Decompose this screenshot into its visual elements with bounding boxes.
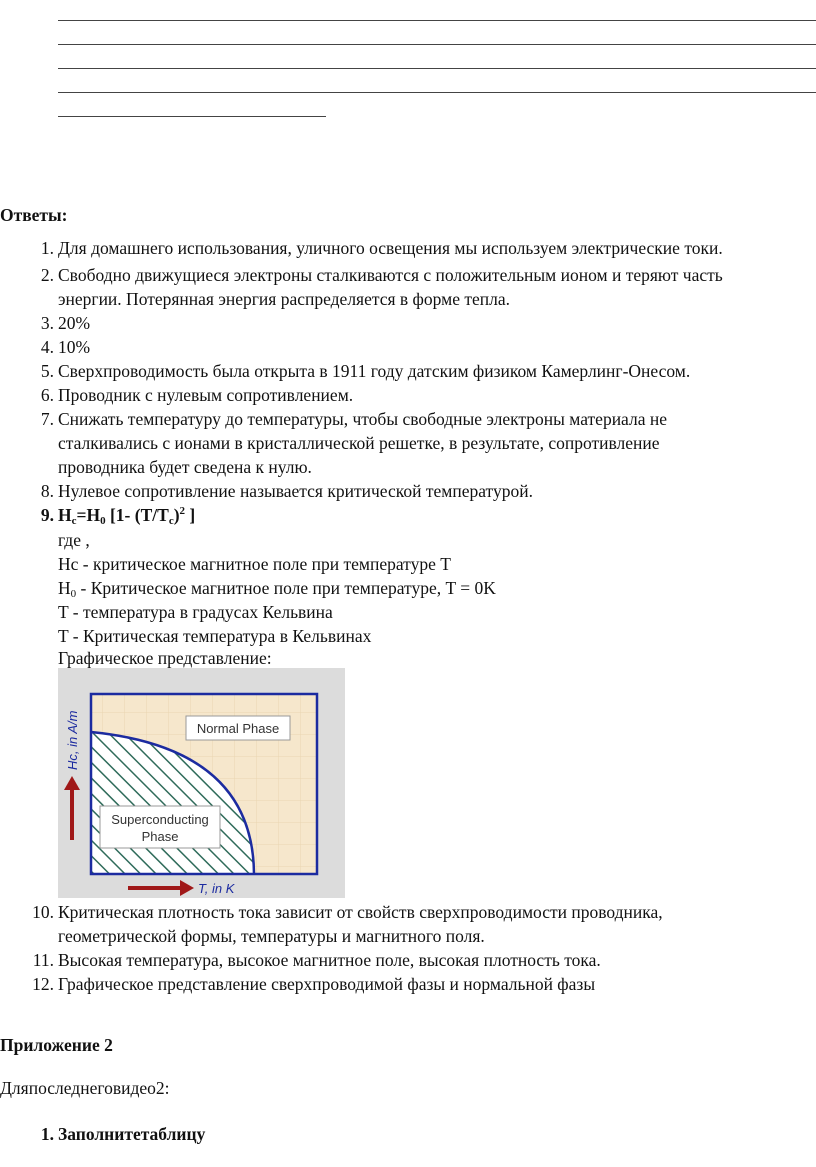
graph-label: Графическое представление: [58,648,272,668]
superconducting-label-1: Superconducting [111,812,209,827]
appendix-heading: Приложение 2 [0,1035,113,1055]
video-line: Дляпоследнеговидео2: [0,1078,170,1098]
answer-text: Снижать температуру до температуры, чтобы свободные электроны материала не [58,409,667,429]
y-axis-label: Hc, in A/m [65,710,80,770]
superconducting-label-2: Phase [141,829,179,844]
answer-text: Свободно движущиеся электроны сталкиваются с положительным ионом и теряют часть [58,265,723,285]
answer-text: энергии. Потерянная энергия распределяется в форме тепла. [58,289,511,309]
answer-text: Сверхпроводимость была открыта в 1911 году датским физиком Камерлинг-Онесом. [58,361,691,381]
answer-text: Высокая температура, высокое магнитное поле, высокая плотность тока. [58,950,601,970]
normal-phase-label: Normal Phase [196,721,280,736]
critical-field-formula: $H_c=H_0$ [1- $(T/T_c)^2$ ] [58,505,196,527]
answer-text: Графическое представление сверхпроводимой фазы и нормальной фазы [58,974,596,994]
answers-heading: Ответы: [0,205,68,225]
definition-h0: $H_0$ - Критическое магнитное поле при температуре, T = 0K [58,578,496,600]
answer-text: Для домашнего использования, уличного освещения мы используем электрические токи. [58,238,723,258]
blank-line-1 [58,20,816,21]
definition-t: T - температура в градусах Кельвина [58,602,333,622]
answer-text: 10% [58,337,91,357]
answer-text: 20% [58,313,91,333]
blank-line-2 [58,44,816,45]
blank-line-5 [58,116,326,117]
phase-diagram [58,668,345,898]
definition-hc: Hc - критическое магнитное поле при температуре T [58,554,451,574]
blank-line-3 [58,68,816,69]
answer-text: проводника будет сведена к нулю. [58,457,312,477]
task-label: Заполнитетаблицу [58,1124,206,1144]
answer-text: Нулевое сопротивление называется критической температурой. [58,481,533,501]
where-label: где , [58,530,90,550]
blank-line-4 [58,92,816,93]
answer-text: сталкивались с ионами в кристаллической решетке, в результате, сопротивление [58,433,660,453]
definition-tc: T - Критическая температура в Кельвинах [58,626,372,646]
answer-text: Проводник с нулевым сопротивлением. [58,385,354,405]
answer-text: геометрической формы, температуры и магнитного поля. [58,926,485,946]
answer-text: Критическая плотность тока зависит от свойств сверхпроводимости проводника, [58,902,663,922]
x-axis-label: T, in K [198,881,235,896]
